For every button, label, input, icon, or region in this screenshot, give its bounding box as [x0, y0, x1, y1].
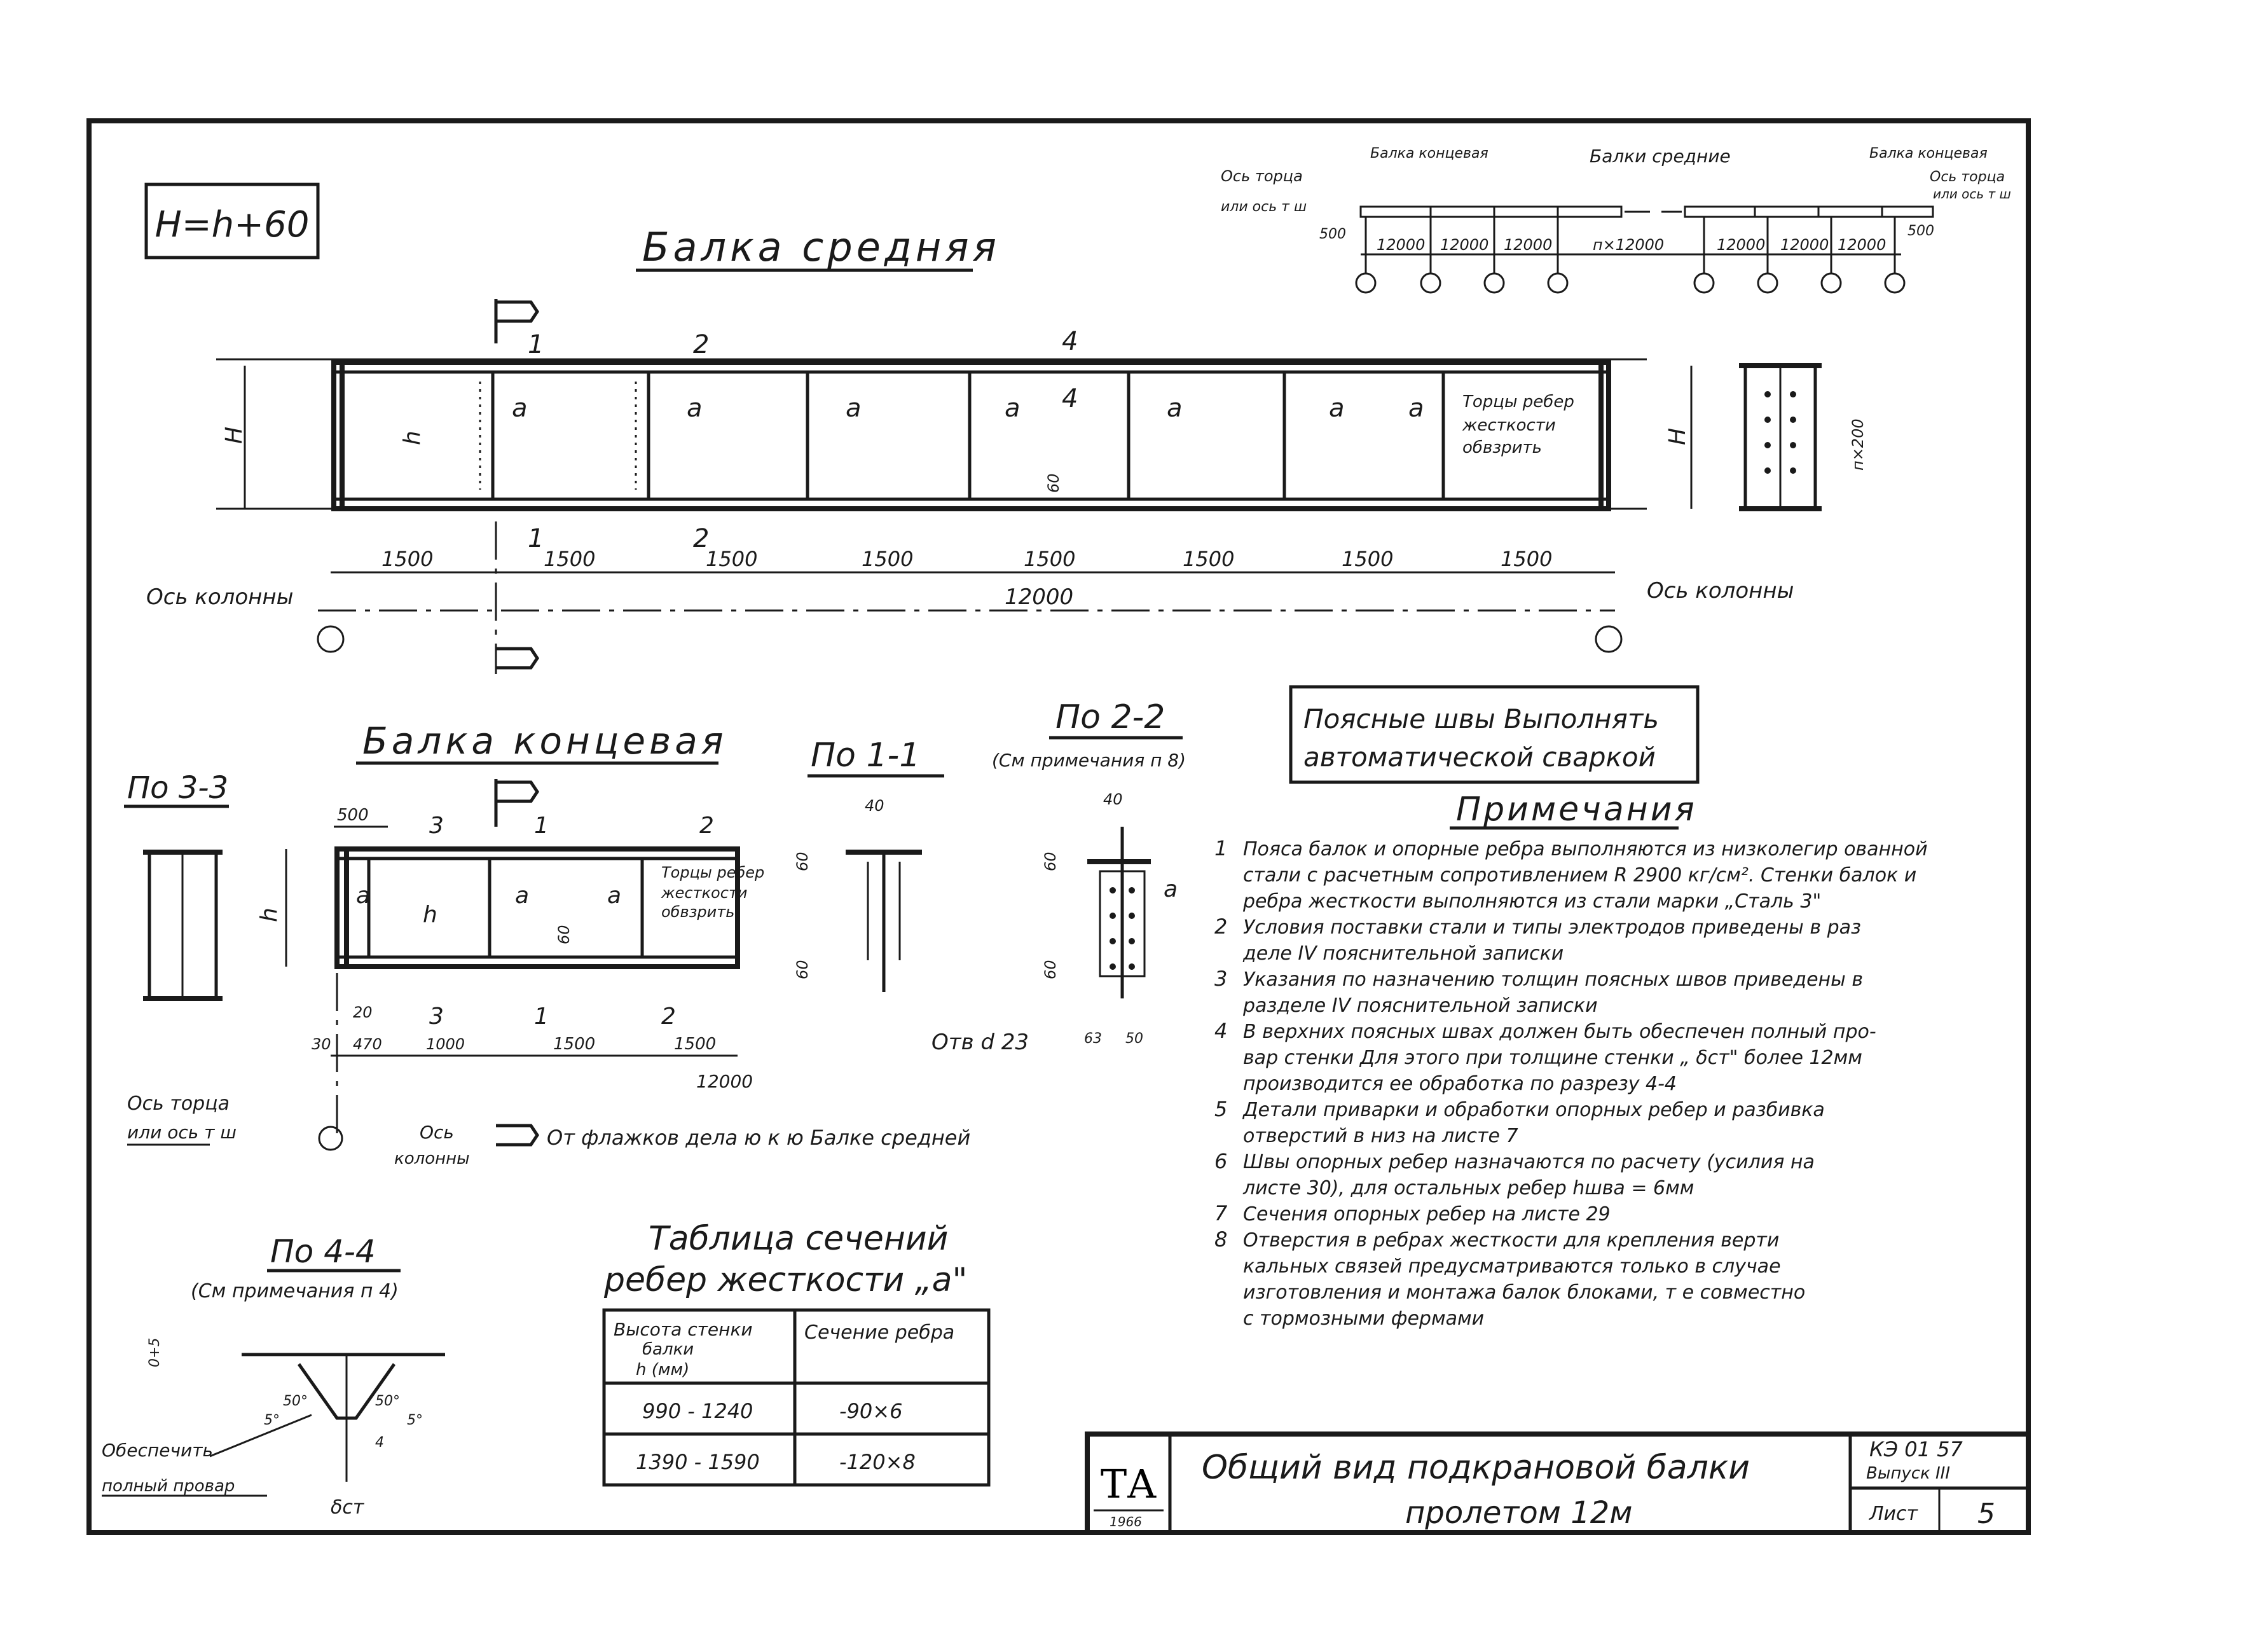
svg-text:Ось колонны: Ось колонны	[146, 584, 294, 610]
svg-text:4: 4	[375, 1435, 384, 1451]
svg-text:обвзрить: обвзрить	[1462, 438, 1542, 457]
svg-text:40: 40	[1103, 790, 1123, 808]
svg-text:a: a	[1329, 394, 1345, 423]
section-2-2	[992, 698, 1186, 1047]
svg-text:40: 40	[865, 797, 884, 815]
svg-text:или ось т ш: или ось т ш	[127, 1122, 237, 1143]
svg-text:От флажков дела ю к ю Балке ср: От флажков дела ю к ю Балке средней	[547, 1126, 971, 1150]
note-line: деле IV пояснительной записки	[1243, 942, 1564, 965]
note-number: 2	[1214, 914, 1228, 939]
svg-text:a: a	[1164, 876, 1178, 902]
svg-text:H: H	[1665, 427, 1691, 445]
svg-text:1500: 1500	[1183, 547, 1235, 571]
svg-text:п×12000: п×12000	[1593, 236, 1665, 254]
beam-layout-diagram	[1221, 146, 2011, 293]
svg-text:30: 30	[312, 1035, 331, 1053]
svg-text:a: a	[1005, 394, 1021, 423]
svg-text:h: h	[399, 431, 425, 445]
note-number: 8	[1214, 1227, 1228, 1252]
svg-text:12000: 12000	[1717, 236, 1766, 254]
svg-text:h: h	[256, 907, 282, 922]
svg-text:(См примечания п 8): (См примечания п 8)	[992, 750, 1186, 771]
svg-text:5°: 5°	[407, 1412, 423, 1428]
section-1-1	[794, 736, 1029, 1055]
svg-text:автоматической сваркой: автоматической сваркой	[1303, 742, 1656, 773]
svg-text:полный провар: полный провар	[102, 1477, 235, 1496]
svg-text:H: H	[221, 426, 247, 444]
svg-text:жесткости: жесткости	[661, 884, 748, 902]
note-line: Пояса балок и опорные ребра выполняются из низколегир ованной	[1243, 838, 1928, 860]
svg-text:a: a	[356, 883, 371, 909]
svg-text:Ось торца: Ось торца	[1930, 169, 2005, 185]
svg-text:1500: 1500	[381, 547, 434, 571]
svg-text:Балка концевая: Балка концевая	[1370, 146, 1488, 162]
svg-text:Отв d 23: Отв d 23	[931, 1030, 1029, 1055]
svg-text:2: 2	[661, 1004, 676, 1030]
note-line: Указания по назначению толщин поясных швов приведены в	[1243, 969, 1864, 991]
note-number: 1	[1214, 836, 1228, 860]
svg-text:60: 60	[1041, 960, 1059, 979]
svg-text:Ось торца: Ось торца	[127, 1093, 230, 1115]
svg-text:пролетом 12м: пролетом 12м	[1405, 1495, 1633, 1531]
svg-text:1500: 1500	[674, 1035, 717, 1054]
notes	[1214, 790, 1928, 1330]
svg-text:По 3-3: По 3-3	[127, 770, 229, 806]
title-block	[1087, 1434, 2028, 1533]
note-number: 3	[1214, 967, 1228, 991]
svg-text:Таблица сечений: Таблица сечений	[649, 1220, 949, 1258]
svg-text:60: 60	[794, 960, 811, 979]
note-line: Швы опорных ребер назначаются по расчету (усилия на	[1243, 1151, 1815, 1173]
middle-beam-dimensions	[146, 521, 1794, 674]
svg-text:ТА: ТА	[1100, 1461, 1157, 1507]
svg-text:500: 500	[1907, 223, 1934, 239]
svg-text:1: 1	[534, 1004, 549, 1030]
svg-text:Общий вид подкрановой балки: Общий вид подкрановой балки	[1202, 1449, 1750, 1487]
svg-text:ребер жесткости „а": ребер жесткости „а"	[604, 1261, 968, 1299]
middle-beam-title: Балка средняя	[642, 224, 1000, 270]
svg-text:жесткости: жесткости	[1462, 416, 1556, 435]
note-line: Отверстия в ребрах жесткости для крепления верти	[1243, 1229, 1780, 1252]
svg-text:a: a	[512, 394, 528, 423]
svg-text:2: 2	[699, 813, 714, 839]
note-line: листе 30), для остальных ребер hшва = 6мм	[1243, 1177, 1694, 1199]
svg-text:1500: 1500	[544, 547, 596, 571]
svg-text:12000: 12000	[1377, 236, 1426, 254]
note-line: Условия поставки стали и типы электродов приведены в раз	[1243, 916, 1861, 939]
svg-text:Ось: Ось	[420, 1122, 454, 1143]
note-line: ребра жесткости выполняются из стали марки „Сталь 3"	[1243, 890, 1822, 913]
note-line: стали с расчетным сопротивлением R 2900 кг/см². Стенки балок и	[1243, 864, 1917, 886]
svg-text:-120×8: -120×8	[839, 1450, 916, 1474]
note-line: изготовления и монтажа балок блоками, т е совместно	[1243, 1281, 1806, 1304]
svg-text:Примечания: Примечания	[1456, 790, 1697, 829]
svg-text:обвзрить: обвзрить	[661, 903, 735, 921]
svg-text:δст: δст	[331, 1496, 364, 1519]
note-number: 7	[1214, 1201, 1228, 1225]
svg-text:5: 5	[1977, 1498, 1995, 1530]
svg-text:a: a	[607, 883, 622, 909]
svg-text:a: a	[1408, 394, 1424, 423]
svg-text:По 2-2: По 2-2	[1055, 698, 1165, 736]
note-line: с тормозными фермами	[1243, 1307, 1485, 1330]
svg-text:По 1-1: По 1-1	[811, 736, 921, 775]
note-number: 5	[1214, 1097, 1228, 1121]
svg-text:Лист: Лист	[1869, 1503, 1918, 1525]
section-3-3	[124, 770, 229, 998]
end-beam-elevation	[127, 779, 970, 1168]
svg-text:Сечение ребра: Сечение ребра	[804, 1321, 955, 1344]
svg-text:Торцы ребер: Торцы ребер	[661, 864, 765, 881]
note-number: 6	[1214, 1149, 1228, 1173]
svg-text:12000: 12000	[1440, 236, 1489, 254]
svg-text:2: 2	[693, 524, 710, 553]
svg-text:500: 500	[337, 806, 369, 825]
svg-text:1: 1	[528, 330, 544, 359]
svg-text:Балка концевая: Балка концевая	[1869, 146, 1988, 162]
svg-text:0+5: 0+5	[147, 1337, 163, 1367]
svg-text:1500: 1500	[553, 1035, 596, 1054]
svg-text:КЭ 01 57: КЭ 01 57	[1869, 1437, 1963, 1461]
svg-text:h: h	[423, 902, 437, 928]
svg-text:Балки средние: Балки средние	[1590, 146, 1731, 167]
svg-text:1500: 1500	[1342, 547, 1394, 571]
svg-text:12000: 12000	[696, 1071, 753, 1092]
svg-text:Поясные швы Выполнять: Поясные швы Выполнять	[1303, 703, 1660, 735]
svg-text:a: a	[515, 883, 530, 909]
svg-text:h (мм): h (мм)	[636, 1360, 690, 1379]
svg-text:470: 470	[353, 1035, 382, 1053]
svg-text:1: 1	[534, 813, 549, 839]
svg-text:50: 50	[1125, 1031, 1143, 1047]
rib-section-table	[603, 1220, 989, 1485]
note-line: отверстий в низ на листе 7	[1243, 1125, 1518, 1147]
svg-text:колонны: колонны	[394, 1149, 470, 1168]
svg-text:Высота стенки: Высота стенки	[614, 1319, 753, 1340]
svg-text:60: 60	[794, 852, 811, 871]
formula-text: H=h+60	[155, 204, 310, 245]
note-line: производится ее обработка по разрезу 4-4	[1243, 1073, 1677, 1095]
svg-text:a: a	[846, 394, 862, 423]
end-beam-title: Балка концевая	[362, 719, 727, 762]
note-line: Детали приварки и обработки опорных ребер и разбивка	[1243, 1099, 1825, 1121]
svg-text:1390 - 1590: 1390 - 1590	[636, 1450, 760, 1474]
svg-text:Обеспечить: Обеспечить	[102, 1440, 214, 1461]
svg-text:4: 4	[1062, 384, 1078, 413]
svg-text:1500: 1500	[1024, 547, 1076, 571]
svg-text:п×200: п×200	[1849, 418, 1867, 471]
svg-text:50°: 50°	[283, 1393, 308, 1409]
svg-text:4: 4	[1062, 327, 1078, 356]
svg-text:Торцы ребер: Торцы ребер	[1462, 392, 1574, 411]
svg-text:Ось колонны: Ось колонны	[1647, 578, 1794, 604]
svg-text:60: 60	[1045, 473, 1062, 493]
svg-text:-90×6: -90×6	[839, 1399, 903, 1423]
note-line: Сечения опорных ребер на листе 29	[1243, 1203, 1611, 1225]
svg-text:или ось т ш: или ось т ш	[1221, 199, 1307, 215]
svg-text:990 - 1240: 990 - 1240	[642, 1399, 753, 1423]
svg-text:5°: 5°	[264, 1412, 280, 1428]
svg-text:1: 1	[528, 524, 544, 553]
svg-text:балки: балки	[642, 1340, 694, 1359]
svg-text:1966: 1966	[1110, 1514, 1142, 1529]
svg-text:20: 20	[353, 1004, 373, 1021]
svg-text:1500: 1500	[862, 547, 914, 571]
svg-text:(См примечания п 4): (См примечания п 4)	[191, 1280, 399, 1302]
svg-text:60: 60	[555, 925, 573, 944]
svg-text:Ось торца: Ось торца	[1221, 167, 1303, 185]
svg-text:3: 3	[429, 1004, 444, 1030]
note-line: разделе IV пояснительной записки	[1243, 995, 1598, 1017]
svg-text:2: 2	[693, 330, 710, 359]
svg-text:3: 3	[429, 813, 444, 839]
svg-text:63: 63	[1084, 1031, 1102, 1047]
svg-text:12000: 12000	[1005, 584, 1074, 610]
note-line: вар стенки Для этого при толщине стенки „ δст" более 12мм	[1243, 1047, 1862, 1069]
svg-text:60: 60	[1041, 852, 1059, 871]
svg-text:1000: 1000	[426, 1035, 465, 1053]
svg-text:a: a	[1167, 394, 1183, 423]
svg-text:12000: 12000	[1780, 236, 1829, 254]
note-line: В верхних поясных швах должен быть обеспечен полный про-	[1243, 1021, 1876, 1043]
svg-text:a: a	[687, 394, 703, 423]
svg-text:или ось т ш: или ось т ш	[1933, 186, 2011, 202]
svg-text:500: 500	[1319, 226, 1346, 242]
svg-text:1500: 1500	[706, 547, 758, 571]
svg-text:12000: 12000	[1838, 236, 1887, 254]
note-line: кальных связей предусматриваются только в случае	[1243, 1255, 1781, 1278]
section-4-4	[102, 1233, 445, 1519]
svg-text:50°: 50°	[375, 1393, 400, 1409]
svg-text:1500: 1500	[1501, 547, 1553, 571]
svg-text:По 4-4: По 4-4	[270, 1233, 376, 1270]
svg-text:12000: 12000	[1504, 236, 1553, 254]
note-number: 4	[1214, 1019, 1228, 1043]
middle-beam-elevation	[216, 299, 1867, 553]
svg-text:Выпуск III: Выпуск III	[1866, 1464, 1951, 1483]
